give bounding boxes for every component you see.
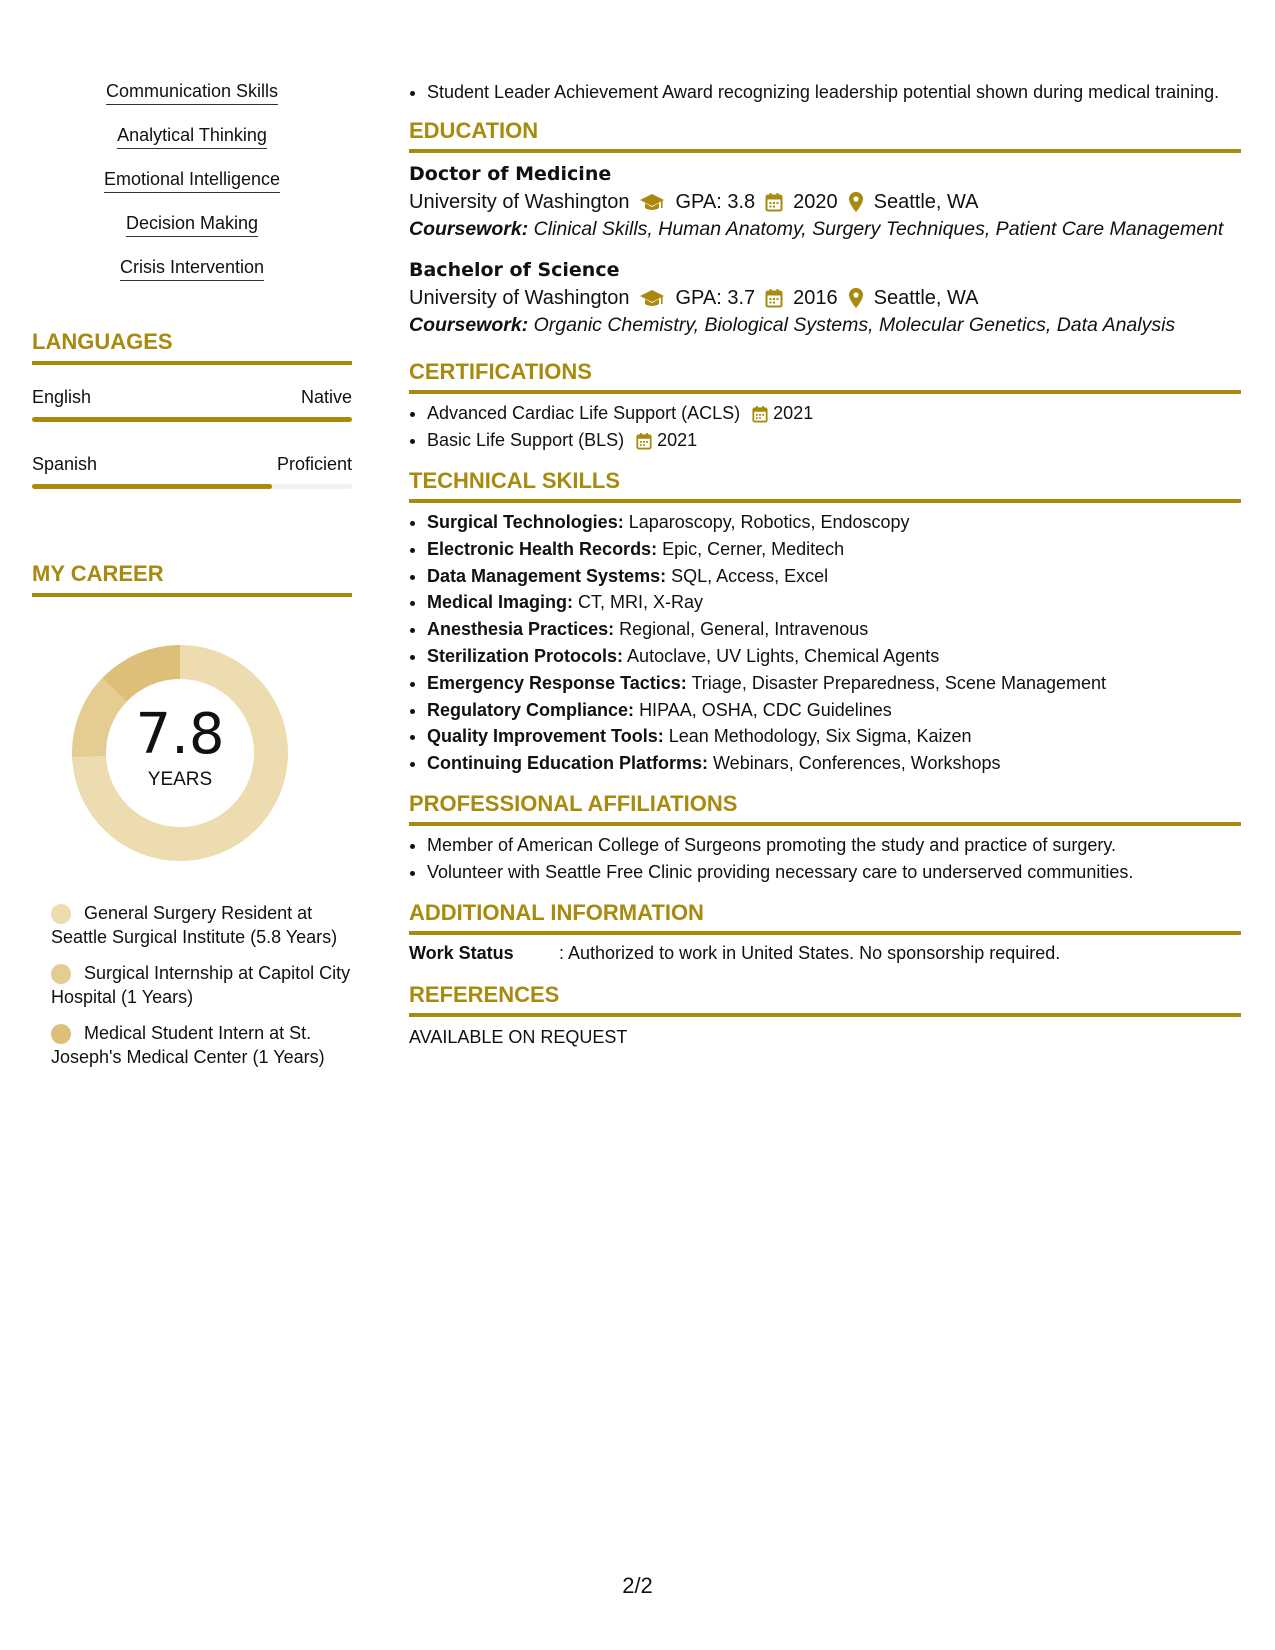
coursework: Coursework: Organic Chemistry, Biological Systems, Molecular Genetics, Data Analysis <box>409 314 1176 336</box>
section-divider <box>409 1013 1241 1017</box>
school-name: University of Washington <box>409 191 630 213</box>
list-item: • Basic Life Support (BLS) 2021 <box>427 427 1241 454</box>
legend-dot-icon <box>51 964 71 984</box>
section-divider <box>409 499 1241 503</box>
list-item: • Regulatory Compliance: HIPAA, OSHA, CDC Guidelines <box>427 697 1241 724</box>
list-item: • Member of American College of Surgeons promoting the study and practice of surgery. <box>427 832 1241 859</box>
list-item: • Quality Improvement Tools: Lean Methodology, Six Sigma, Kaizen <box>427 723 1241 750</box>
list-item: • Surgical Technologies: Laparoscopy, Robotics, Endoscopy <box>427 509 1241 536</box>
list-item: • Sterilization Protocols: Autoclave, UV Lights, Chemical Agents <box>427 643 1241 670</box>
additional-title: ADDITIONAL INFORMATION <box>409 899 704 925</box>
technical-skills-title: TECHNICAL SKILLS <box>409 468 621 493</box>
section-divider <box>32 361 352 365</box>
list-item: • Anesthesia Practices: Regional, General, Intravenous <box>427 616 1241 643</box>
language-item <box>32 454 352 489</box>
map-pin-icon <box>848 191 864 213</box>
location: Seattle, WA <box>873 287 979 309</box>
references-text: AVAILABLE ON REQUEST <box>409 1026 628 1047</box>
awards-list <box>409 80 1241 104</box>
list-item: • Data Management Systems: SQL, Access, Excel <box>427 563 1241 590</box>
languages-title: LANGUAGES <box>32 329 173 354</box>
career-total: 7.8 <box>135 702 225 767</box>
legend-dot-icon <box>51 1024 71 1044</box>
education-section <box>409 118 1241 337</box>
language-bar-fill <box>32 484 272 489</box>
calendar-icon <box>765 192 783 212</box>
languages-section <box>32 329 352 489</box>
legend-dot-icon <box>51 904 71 924</box>
skill-item: Communication Skills <box>32 80 352 105</box>
technical-skills-section <box>409 468 1241 777</box>
page-number: 2/2 <box>622 1573 653 1598</box>
info-value: : Authorized to work in United States. No sponsorship required. <box>559 942 1061 963</box>
skill-item: Emotional Intelligence <box>32 168 352 193</box>
language-name: English <box>32 387 92 407</box>
language-level: Proficient <box>276 454 352 474</box>
graduation-cap-icon <box>639 192 665 212</box>
career-donut <box>32 633 352 873</box>
skill-item: Analytical Thinking <box>32 124 352 149</box>
certifications-section <box>409 359 1241 454</box>
career-unit: YEARS <box>147 769 213 790</box>
left-column <box>32 80 352 1081</box>
graduation-year: 2020 <box>793 191 838 213</box>
education-entry <box>409 257 1241 337</box>
certifications-list <box>409 400 1241 454</box>
info-key: Work Status <box>409 942 514 963</box>
gpa: GPA: 3.7 <box>675 287 756 309</box>
list-item: • Advanced Cardiac Life Support (ACLS) 2021 <box>427 400 1241 427</box>
career-legend <box>32 901 352 1069</box>
references-title: REFERENCES <box>409 981 560 1007</box>
school-name: University of Washington <box>409 287 630 309</box>
soft-skills <box>32 80 352 281</box>
list-item: • Medical Imaging: CT, MRI, X-Ray <box>427 589 1241 616</box>
certifications-title: CERTIFICATIONS <box>409 359 592 384</box>
info-row <box>409 943 1241 964</box>
affiliations-section <box>409 791 1241 886</box>
graduation-year: 2016 <box>793 287 838 309</box>
language-level: Native <box>300 387 352 407</box>
education-entry <box>409 161 1241 241</box>
language-bar <box>32 417 352 422</box>
affiliations-list <box>409 832 1241 886</box>
section-divider <box>409 390 1241 394</box>
section-divider <box>409 931 1241 935</box>
calendar-icon <box>765 288 783 308</box>
calendar-icon <box>752 405 768 423</box>
references-section <box>409 982 1241 1048</box>
section-divider <box>409 149 1241 153</box>
gpa: GPA: 3.8 <box>675 191 756 213</box>
calendar-icon <box>636 432 652 450</box>
section-divider <box>32 593 352 597</box>
list-item: • Continuing Education Platforms: Webinars, Conferences, Workshops <box>427 750 1241 777</box>
graduation-cap-icon <box>639 288 665 308</box>
career-legend-item: Surgical Internship at Capitol City Hospital (1 Years) <box>51 963 351 1007</box>
skill-item: Decision Making <box>32 212 352 237</box>
language-bar <box>32 484 352 489</box>
skill-item: Crisis Intervention <box>32 256 352 281</box>
affiliations-title: PROFESSIONAL AFFILIATIONS <box>409 790 738 816</box>
degree-title: Doctor of Medicine <box>409 163 612 185</box>
right-column <box>409 80 1241 1048</box>
education-title: EDUCATION <box>409 118 539 143</box>
language-bar-fill <box>32 417 352 422</box>
additional-section <box>409 900 1241 964</box>
list-item: • Volunteer with Seattle Free Clinic providing necessary care to underserved communities. <box>427 859 1241 886</box>
language-item <box>32 387 352 422</box>
section-divider <box>409 822 1241 826</box>
career-legend-item: General Surgery Resident at Seattle Surgical Institute (5.8 Years) <box>51 903 338 947</box>
career-legend-item: Medical Student Intern at St. Joseph's Medical Center (1 Years) <box>51 1023 325 1067</box>
list-item: • Student Leader Achievement Award recognizing leadership potential shown during medical training. <box>427 80 1241 104</box>
degree-title: Bachelor of Science <box>409 259 620 281</box>
career-section <box>32 561 352 1069</box>
location: Seattle, WA <box>873 191 979 213</box>
coursework: Coursework: Clinical Skills, Human Anatomy, Surgery Techniques, Patient Care Management <box>409 218 1224 240</box>
map-pin-icon <box>848 287 864 309</box>
list-item: • Electronic Health Records: Epic, Cerner, Meditech <box>427 536 1241 563</box>
language-name: Spanish <box>32 454 98 474</box>
career-title: MY CAREER <box>32 561 164 586</box>
technical-skills-list <box>409 509 1241 777</box>
list-item: • Emergency Response Tactics: Triage, Disaster Preparedness, Scene Management <box>427 670 1241 697</box>
